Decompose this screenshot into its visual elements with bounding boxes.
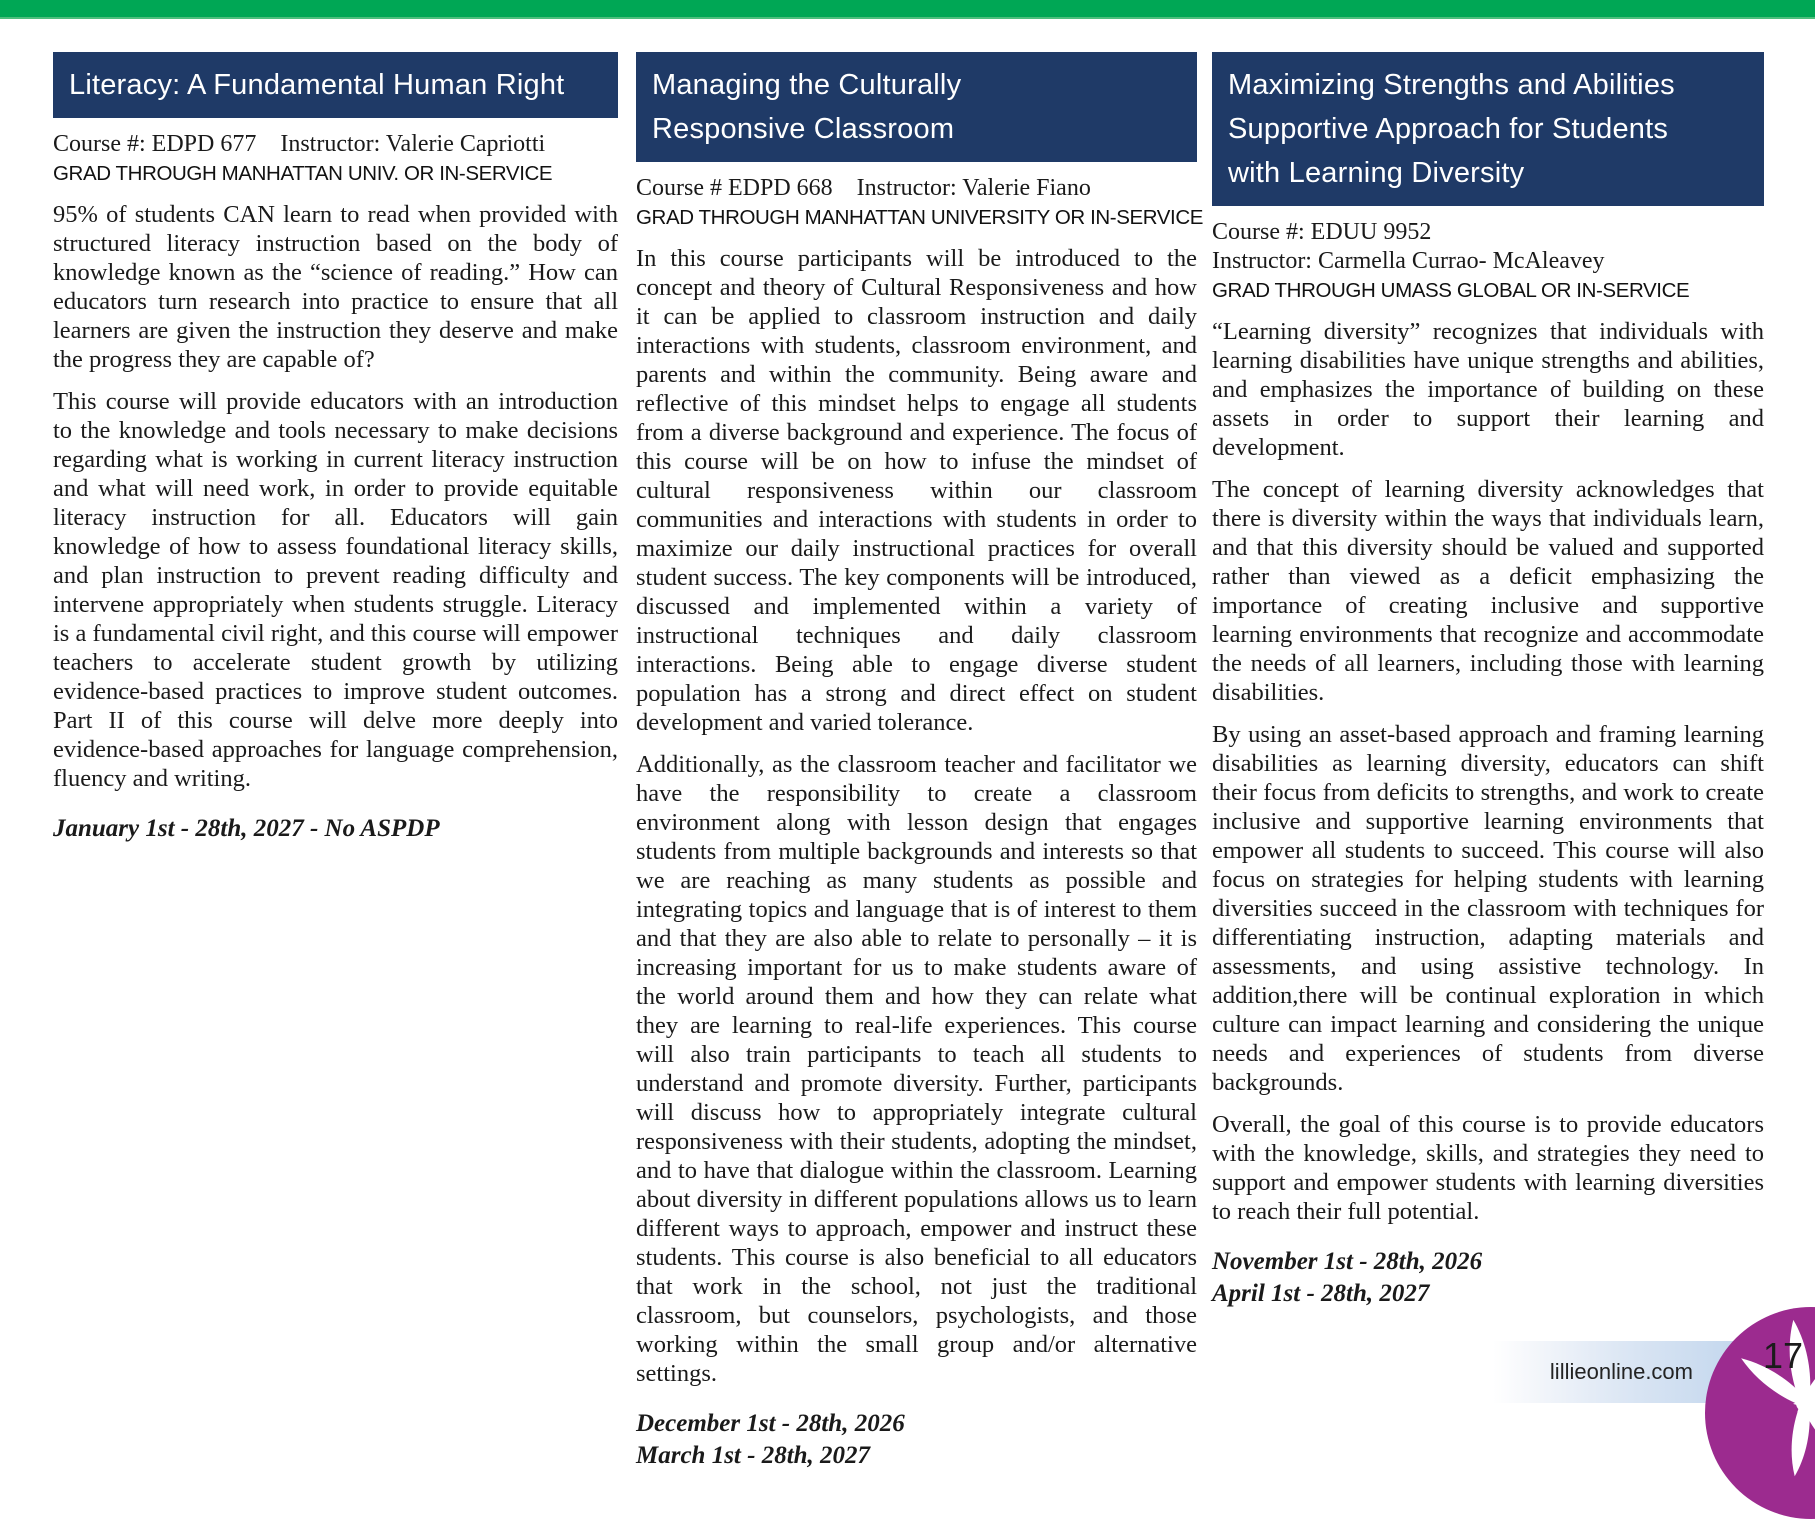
course-meta xyxy=(53,131,618,158)
website-url: lillieonline.com xyxy=(1549,1359,1693,1384)
description-paragraph: Overall, the goal of this course is to provide educators with the knowledge, skills, and strategies they need to support and empower students with learning diversities to reach their full potential. xyxy=(1212,1111,1764,1225)
lily-flower-logo xyxy=(1705,1307,1815,1519)
course-instructor: Instructor: Valerie Capriotti xyxy=(280,131,546,157)
course-title-line: Supportive Approach for Students xyxy=(1228,113,1669,145)
description-paragraph: This course will provide educators with an introduction to the knowledge and tools necessary to make decisions regarding what is working in current literacy instruction and what will need work, in order to provide equitable literacy instruction for all. Educators will gain knowledge of how to assess foundational literacy skills, and plan instruction to prevent reading difficulty and intervene appropriately when students struggle. Literacy is a fundamental civil right, and this course will empower teachers to accelerate student growth by utilizing evidence-based practices to improve student outcomes. Part II of this course will delve more deeply into evidence-based approaches for language comprehension, fluency and writing. xyxy=(53,388,618,792)
course-dates xyxy=(53,813,618,845)
description-paragraph: In this course participants will be introduced to the concept and theory of Cultural Responsiveness and how it can be applied to classroom instruction and daily interactions with students, classroom environment, and parents and within the community. Being aware and reflective of this mindset helps to engage all students from a diverse background and experience. The focus of this course will be on how to infuse the mindset of cultural responsiveness within our classroom communities and interactions with students in order to maximize our daily instructional practices for overall student success. The key components will be introduced, discussed and implemented within a variety of instructional techniques and daily classroom interactions. Being able to engage diverse student population has a strong and direct effect on student development and varied tolerance. xyxy=(636,245,1197,736)
course-description xyxy=(1212,317,1764,1226)
course-date-line: December 1st - 28th, 2026 xyxy=(636,1410,905,1437)
credit-provider-line: GRAD THROUGH MANHATTAN UNIV. OR IN-SERVICE xyxy=(53,162,553,185)
description-paragraph: The concept of learning diversity acknowledges that there is diversity within the ways that individuals learn, and that this diversity should be valued and supported rather than viewed as a deficit emphasizing the importance of creating inclusive and supportive learning environments that recognize and accommodate the needs of all learners, including those with learning disabilities. xyxy=(1212,476,1764,706)
course-date-line: November 1st - 28th, 2026 xyxy=(1212,1248,1483,1275)
course-dates xyxy=(1212,1246,1764,1310)
course-title xyxy=(53,52,618,118)
course-card-learning-diversity xyxy=(1212,52,1764,1310)
course-date-line: January 1st - 28th, 2027 - No ASPDP xyxy=(53,815,440,842)
credit-provider-line: GRAD THROUGH MANHATTAN UNIVERSITY OR IN-SERVICE xyxy=(636,206,1204,229)
course-title-line: Managing the Culturally xyxy=(652,69,962,101)
description-paragraph: 95% of students CAN learn to read when provided with structured literacy instruction based on the body of knowledge known as the “science of reading.” How can educators turn research into practice to ensure that all learners are given the instruction they deserve and make the progress they are capable of? xyxy=(53,201,618,373)
course-date-line: March 1st - 28th, 2027 xyxy=(636,1442,871,1469)
course-title-line: Responsive Classroom xyxy=(652,113,955,145)
top-accent-bar xyxy=(0,0,1815,19)
course-instructor: Instructor: Carmella Currao- McAleavey xyxy=(1212,248,1605,274)
course-description xyxy=(53,200,618,793)
course-dates xyxy=(636,1408,1197,1472)
course-title-line: Literacy: A Fundamental Human Right xyxy=(69,69,565,101)
course-title-line: with Learning Diversity xyxy=(1228,157,1525,189)
description-paragraph: Additionally, as the classroom teacher and facilitator we have the responsibility to create a classroom environment along with lesson design that engages students from multiple backgrounds and interests so that we are reaching as many students as possible and integrating topics and language that is of interest to them and that they are also able to relate to personally – it is increasing important for us to make students aware of the world around them and how they can relate what they are learning to real-life experiences. This course will also train participants to teach all students to understand and promote diversity. Further, participants will discuss how to appropriately integrate cultural responsiveness with their students, adopting the mindset, and to have that dialogue within the classroom. Learning about diversity in different populations allows us to learn different ways to approach, empower and instruct these students. This course is also beneficial to all educators that work in the school, not just the traditional classroom, but counselors, psychologists, and those working within the small group and/or alternative settings. xyxy=(636,751,1197,1387)
course-card-literacy xyxy=(53,52,618,845)
course-instructor: Instructor: Valerie Fiano xyxy=(856,175,1091,201)
credit-provider-line: GRAD THROUGH UMASS GLOBAL OR IN-SERVICE xyxy=(1212,279,1690,302)
course-description xyxy=(636,244,1197,1388)
course-card-culturally-responsive xyxy=(636,52,1204,1472)
course-meta xyxy=(636,175,1197,202)
course-title xyxy=(1212,52,1764,206)
course-date-line: April 1st - 28th, 2027 xyxy=(1212,1280,1430,1307)
course-title xyxy=(636,52,1197,162)
course-title-line: Maximizing Strengths and Abilities xyxy=(1228,69,1675,101)
course-number: Course # EDPD 668 xyxy=(636,175,833,201)
description-paragraph: “Learning diversity” recognizes that individuals with learning disabilities have unique strengths and abilities, and emphasizes the importance of building on these assets in order to support their learning and development. xyxy=(1212,318,1764,461)
course-number: Course #: EDPD 677 xyxy=(53,131,257,157)
course-number: Course #: EDUU 9952 xyxy=(1212,219,1432,245)
description-paragraph: By using an asset-based approach and framing learning disabilities as learning diversity, educators can shift their focus from deficits to strengths, and work to create inclusive and supportive learning environments that empower all students to succeed. This course will also focus on strategies for helping students with learning diversities succeed in the classroom with techniques for differentiating instruction, adapting materials and assessments, and using assistive technology. In addition,there will be continual exploration in which culture can impact learning and considering the unique needs and experiences of students from diverse backgrounds. xyxy=(1212,721,1764,1096)
page-number: 17 xyxy=(1763,1335,1804,1376)
